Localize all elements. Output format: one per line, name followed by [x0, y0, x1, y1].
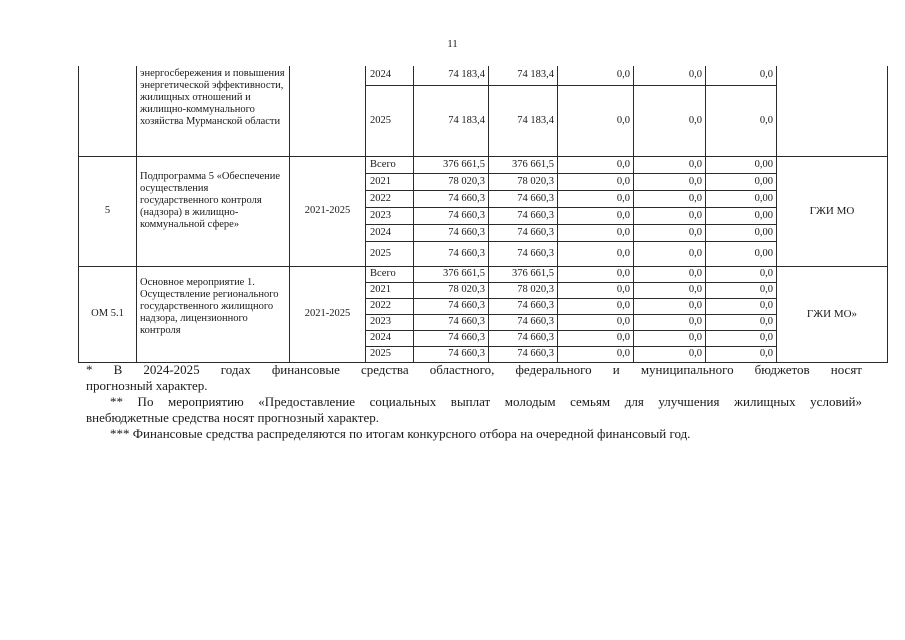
footnote-1-line-2: прогнозный характер.	[86, 378, 208, 393]
total-cell: 74 660,3	[414, 224, 489, 241]
federal-cell: 0,0	[558, 85, 634, 156]
municipal-cell: 0,0	[634, 241, 706, 266]
municipal-cell: 0,0	[634, 298, 706, 314]
regional-cell: 74 660,3	[489, 207, 558, 224]
extrabudget-cell: 0,0	[706, 346, 777, 362]
municipal-cell: 0,0	[634, 66, 706, 85]
regional-cell: 74 660,3	[489, 330, 558, 346]
extrabudget-cell: 0,0	[706, 66, 777, 85]
federal-cell: 0,0	[558, 298, 634, 314]
year-cell: 2024	[366, 66, 414, 85]
extrabudget-cell: 0,00	[706, 224, 777, 241]
municipal-cell: 0,0	[634, 282, 706, 298]
total-cell: 376 661,5	[414, 156, 489, 173]
activity-period: 2021-2025	[290, 266, 366, 362]
municipal-cell: 0,0	[634, 224, 706, 241]
footnote-3: *** Финансовые средства распределяются по итогам конкурсного отбора на очередной финансовый год.	[110, 426, 691, 441]
year-cell: 2025	[366, 85, 414, 156]
regional-cell: 74 183,4	[489, 66, 558, 85]
total-cell: 376 661,5	[414, 266, 489, 282]
extrabudget-cell: 0,00	[706, 241, 777, 266]
year-cell: 2021	[366, 173, 414, 190]
row-period	[290, 66, 366, 156]
municipal-cell: 0,0	[634, 190, 706, 207]
activity-description: Основное мероприятие 1. Осуществление регионального государственного жилищного надзора, лицензионного контроля	[137, 266, 290, 362]
year-cell: 2024	[366, 224, 414, 241]
municipal-cell: 0,0	[634, 314, 706, 330]
program-finance-table	[78, 66, 888, 363]
regional-cell: 78 020,3	[489, 282, 558, 298]
total-cell: 74 183,4	[414, 66, 489, 85]
year-cell: 2022	[366, 298, 414, 314]
federal-cell: 0,0	[558, 224, 634, 241]
federal-cell: 0,0	[558, 190, 634, 207]
total-cell: 74 660,3	[414, 314, 489, 330]
federal-cell: 0,0	[558, 156, 634, 173]
total-cell: 74 660,3	[414, 298, 489, 314]
federal-cell: 0,0	[558, 346, 634, 362]
total-cell: 74 660,3	[414, 330, 489, 346]
federal-cell: 0,0	[558, 282, 634, 298]
regional-cell: 74 660,3	[489, 346, 558, 362]
extrabudget-cell: 0,0	[706, 298, 777, 314]
subprogram-number: 5	[79, 156, 137, 266]
table-row	[79, 66, 888, 85]
total-cell: 74 660,3	[414, 346, 489, 362]
federal-cell: 0,0	[558, 314, 634, 330]
table-row	[79, 156, 888, 173]
federal-cell: 0,0	[558, 241, 634, 266]
extrabudget-cell: 0,0	[706, 266, 777, 282]
footnote-2-line-1: ** По мероприятию «Предоставление социальных выплат молодым семьям для улучшения жилищных условий»	[110, 394, 862, 409]
federal-cell: 0,0	[558, 330, 634, 346]
row-description: энергосбережения и повышения энергетической эффективности, жилищных отношений и жилищно-коммунального хозяйства Мурманской области	[137, 66, 290, 156]
regional-cell: 74 183,4	[489, 85, 558, 156]
municipal-cell: 0,0	[634, 330, 706, 346]
page-number: 11	[447, 38, 458, 50]
regional-cell: 376 661,5	[489, 266, 558, 282]
extrabudget-cell: 0,00	[706, 207, 777, 224]
footnote-1-line-1: * В 2024-2025 годах финансовые средства областного, федерального и муниципального бюджетов носят	[86, 362, 862, 377]
total-cell: 78 020,3	[414, 282, 489, 298]
municipal-cell: 0,0	[634, 85, 706, 156]
year-cell: 2022	[366, 190, 414, 207]
total-cell: 74 660,3	[414, 207, 489, 224]
regional-cell: 74 660,3	[489, 190, 558, 207]
extrabudget-cell: 0,00	[706, 190, 777, 207]
municipal-cell: 0,0	[634, 266, 706, 282]
municipal-cell: 0,0	[634, 346, 706, 362]
subprogram-executor: ГЖИ МО	[777, 156, 888, 266]
row-number-cell	[79, 66, 137, 156]
extrabudget-cell: 0,0	[706, 330, 777, 346]
year-cell: 2023	[366, 314, 414, 330]
regional-cell: 74 660,3	[489, 224, 558, 241]
municipal-cell: 0,0	[634, 156, 706, 173]
year-cell: 2024	[366, 330, 414, 346]
footnotes	[86, 362, 862, 442]
footnote-2-line-2: внебюджетные средства носят прогнозный характер.	[86, 410, 379, 425]
regional-cell: 74 660,3	[489, 241, 558, 266]
municipal-cell: 0,0	[634, 207, 706, 224]
regional-cell: 78 020,3	[489, 173, 558, 190]
regional-cell: 74 660,3	[489, 314, 558, 330]
executor-cell	[777, 66, 888, 156]
extrabudget-cell: 0,0	[706, 85, 777, 156]
subprogram-description: Подпрограмма 5 «Обеспечение осуществления государственного контроля (надзора) в жилищно-коммунальной сфере»	[137, 156, 290, 266]
table-row	[79, 266, 888, 282]
regional-cell: 376 661,5	[489, 156, 558, 173]
municipal-cell: 0,0	[634, 173, 706, 190]
activity-executor: ГЖИ МО»	[777, 266, 888, 362]
extrabudget-cell: 0,00	[706, 156, 777, 173]
subprogram-period: 2021-2025	[290, 156, 366, 266]
total-cell: 74 183,4	[414, 85, 489, 156]
extrabudget-cell: 0,0	[706, 282, 777, 298]
federal-cell: 0,0	[558, 66, 634, 85]
year-cell: 2025	[366, 346, 414, 362]
extrabudget-cell: 0,00	[706, 173, 777, 190]
federal-cell: 0,0	[558, 266, 634, 282]
activity-number: ОМ 5.1	[79, 266, 137, 362]
total-cell: 74 660,3	[414, 241, 489, 266]
federal-cell: 0,0	[558, 173, 634, 190]
total-cell: 74 660,3	[414, 190, 489, 207]
year-cell: 2025	[366, 241, 414, 266]
year-cell: 2021	[366, 282, 414, 298]
year-cell: Всего	[366, 156, 414, 173]
total-cell: 78 020,3	[414, 173, 489, 190]
year-cell: 2023	[366, 207, 414, 224]
extrabudget-cell: 0,0	[706, 314, 777, 330]
year-cell: Всего	[366, 266, 414, 282]
federal-cell: 0,0	[558, 207, 634, 224]
regional-cell: 74 660,3	[489, 298, 558, 314]
